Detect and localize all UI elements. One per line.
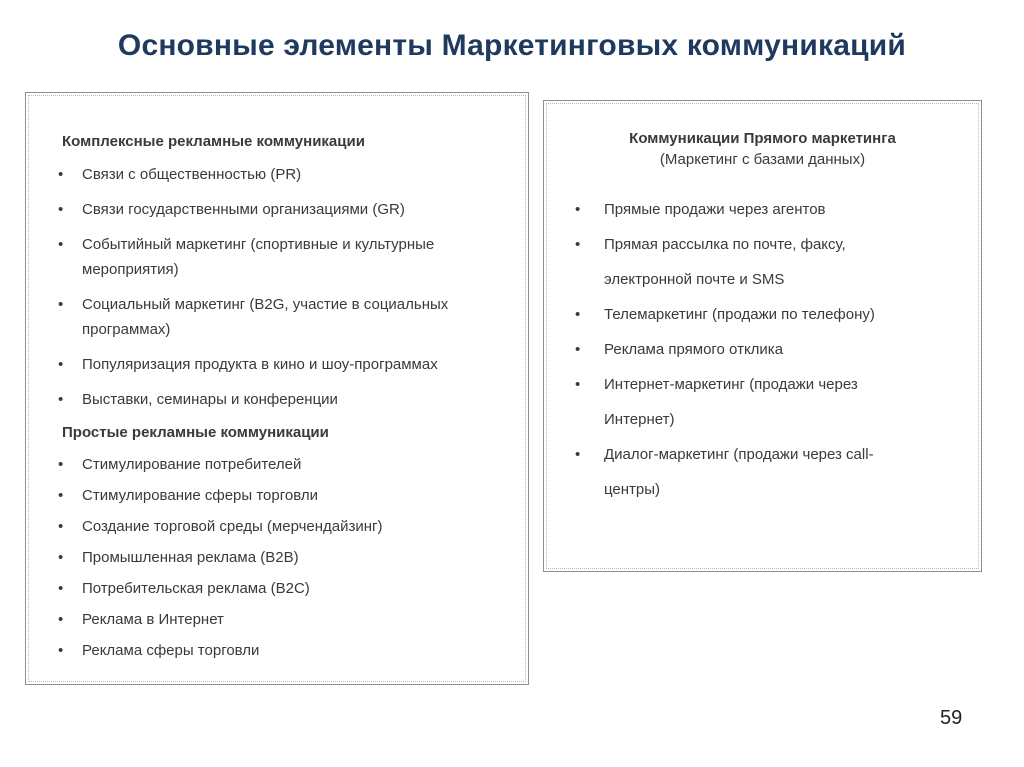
page-number: 59 bbox=[940, 707, 963, 729]
list-item: • Телемаркетинг (продажи по телефону) bbox=[544, 297, 944, 332]
list-item: • Связи государственными организациями (GR) bbox=[58, 197, 508, 222]
list-item: • Потребительская реклама (B2C) bbox=[58, 576, 508, 601]
direct-marketing-list bbox=[544, 192, 944, 507]
list-item: • Прямые продажи через агентов bbox=[544, 192, 944, 227]
list-item: • Стимулирование потребителей bbox=[58, 452, 508, 477]
direct-marketing-heading: Коммуникации Прямого маркетинга bbox=[629, 130, 896, 147]
complex-communications-heading: Комплексные рекламные коммуникации bbox=[62, 133, 365, 150]
slide-title: Основные элементы Маркетинговых коммуникаций bbox=[117, 29, 907, 62]
simple-communications-list bbox=[58, 452, 508, 663]
list-item: • Выставки, семинары и конференции bbox=[58, 387, 508, 412]
list-item: • Социальный маркетинг (B2G, участие в социальных программах) bbox=[58, 292, 508, 342]
list-item: • Событийный маркетинг (спортивные и культурные мероприятия) bbox=[58, 232, 508, 282]
list-item: • Промышленная реклама (B2B) bbox=[58, 545, 508, 570]
complex-communications-list bbox=[58, 162, 508, 412]
list-item: • Прямая рассылка по почте, факсу, электронной почте и SMS bbox=[544, 227, 904, 297]
list-item: • Реклама прямого отклика bbox=[544, 332, 944, 367]
list-item: • Реклама сферы торговли bbox=[58, 638, 508, 663]
list-item: • Стимулирование сферы торговли bbox=[58, 483, 508, 508]
list-item: • Диалог-маркетинг (продажи через call-центры) bbox=[544, 437, 914, 507]
list-item: • Популяризация продукта в кино и шоу-программах bbox=[58, 352, 508, 377]
direct-marketing-panel bbox=[543, 100, 982, 572]
complex-and-simple-communications-panel bbox=[25, 92, 529, 685]
list-item: • Интернет-маркетинг (продажи через Интернет) bbox=[544, 367, 904, 437]
list-item: • Связи с общественностью (PR) bbox=[58, 162, 508, 187]
direct-marketing-subheading: (Маркетинг с базами данных) bbox=[659, 151, 866, 168]
list-item: • Реклама в Интернет bbox=[58, 607, 508, 632]
list-item: • Создание торговой среды (мерчендайзинг) bbox=[58, 514, 508, 539]
simple-communications-heading: Простые рекламные коммуникации bbox=[62, 424, 329, 441]
